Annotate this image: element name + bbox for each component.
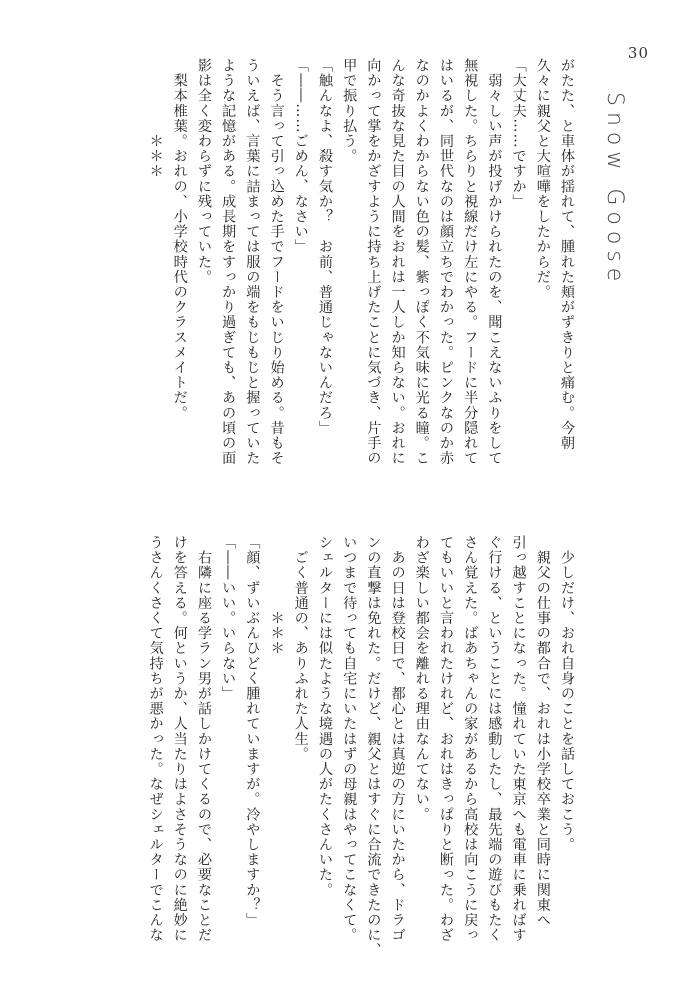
text-line: そう言って引っ込めた手でフードをいじり始める。昔もそ (268, 58, 285, 466)
text-line: てもいいと言われたけれど、おれはきっぱりと断った。わざ (437, 535, 454, 943)
text-column-upper (99, 58, 579, 488)
text-line: あの日は登校日で、都心とは真逆の方にいたから、ドラゴ (389, 535, 406, 943)
text-line: さん覚えた。ばあちゃんの家があるから高校は向こうに戻っ (462, 535, 479, 943)
text-line: がたた、と車体が揺れて、腫れた頬がずきりと痛む。今朝 (559, 58, 575, 451)
text-line: 「触んなよ、殺す気か？ お前、普通じゃないんだろ」 (316, 58, 333, 436)
text-line: 向かって掌をかざすように持ち上げたことに気づき、片手の (365, 58, 382, 466)
text-line: 甲で振り払う。 (341, 58, 358, 164)
text-line: 梨本椎葉。おれの、小学校時代のクラスメイトだ。 (171, 58, 188, 421)
page-number: 30 (627, 44, 649, 62)
text-line: ぐ行ける、ということには感動したし、最先端の遊びもたく (486, 535, 503, 943)
text-column-lower (99, 535, 579, 958)
text-line: 「――……ごめん、なさい」 (292, 58, 309, 255)
text-line: なのかよくわからない色の髪、紫っぽく不気味に光る瞳。こ (413, 58, 430, 466)
scene-break: ＊＊＊ (268, 535, 285, 656)
text-line: ような記憶がある。成長期をすっかり過ぎても、あの頃の面 (220, 58, 237, 466)
text-line: んな奇抜な見た目の人間をおれは一人しか知らない。おれに (389, 58, 406, 466)
text-line: 久々に親父と大喧嘩をしたからだ。 (534, 58, 551, 300)
text-line: 「――いい。いらない」 (220, 535, 237, 702)
text-line: 親父の仕事の都合で、おれは小学校卒業と同時に関東へ (534, 535, 551, 928)
text-line: 少しだけ、おれ自身のことを話しておこう。 (559, 535, 575, 853)
text-line: シェルターには似たような境遇の人がたくさんいた。 (316, 535, 333, 898)
text-line: 「大丈夫……ですか」 (510, 58, 527, 209)
text-line: いつまで待っても自宅にいたはずの母親はやってこなくて。 (341, 535, 358, 943)
text-line: ごく普通の、ありふれた人生。 (292, 535, 309, 762)
running-title: Snow Goose (602, 92, 627, 288)
text-line: 引っ越すことになった。憧れていた東京へも電車に乗ればす (510, 535, 527, 943)
scene-break: ＊＊＊ (147, 58, 164, 179)
text-line: けを答える。何というか、人当たりはよさそうなのに絶妙に (171, 535, 188, 943)
text-line: 影は全く変わらずに残っていた。 (195, 58, 212, 285)
text-line: ンの直撃は免れた。だけど、親父とはすぐに合流できたのに、 (365, 535, 382, 958)
text-line: 弱々しい声が投げかけられたのを、聞こえないふりをして (486, 58, 503, 466)
text-line: 右隣に座る学ラン男が話しかけてくるので、必要なことだ (195, 535, 212, 943)
text-line: ういえば、言葉に詰まっては服の端をもじもじと握っていた (244, 58, 261, 466)
text-line: はいるが、同世代なのは顔立ちでわかった。ピンクなのか赤 (437, 58, 454, 466)
text-line: 無視した。ちらりと視線だけ左にやる。フードに半分隠れて (462, 58, 479, 466)
text-line: 「顔、ずいぶんひどく腫れていますが。冷やしますか？」 (244, 535, 261, 928)
text-line: わざ楽しい都会を離れる理由なんてない。 (413, 535, 430, 822)
text-line: うさんくさくて気持ちが悪かった。なぜシェルターでこんな (147, 535, 164, 943)
